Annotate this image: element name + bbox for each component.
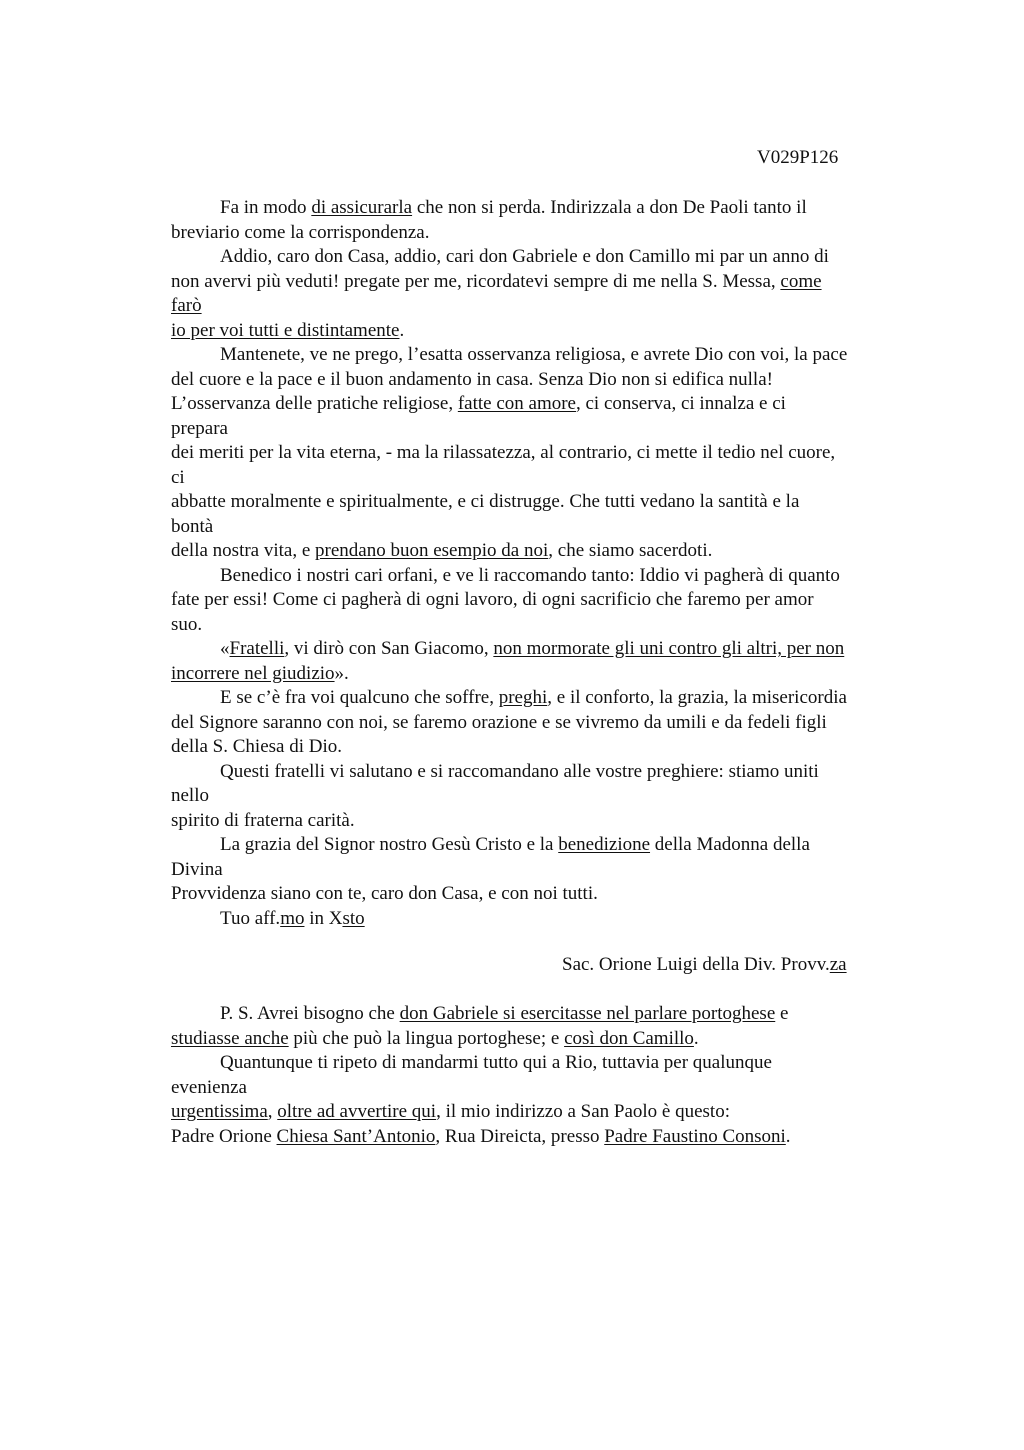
text-line: Fa in modo di assicurarla che non si perda. Indirizzala a don De Paoli tanto il	[220, 197, 807, 218]
text-line: Mantenete, ve ne prego, l’esatta osservanza religiosa, e avrete Dio con voi, la pace	[220, 344, 848, 365]
text-line: «Fratelli, vi dirò con San Giacomo, non mormorate gli uni contro gli altri, per non	[220, 638, 845, 659]
closing-line: Tuo aff.mo in Xsto	[220, 907, 365, 929]
text-line: del cuore e la pace e il buon andamento in casa. Senza Dio non si edifica nulla!	[171, 368, 773, 390]
text-line: Padre Orione Chiesa Sant’Antonio, Rua Direicta, presso Padre Faustino Consoni.	[171, 1125, 791, 1147]
text-line: Questi fratelli vi salutano e si raccomandano alle vostre preghiere: stiamo uniti	[220, 760, 819, 782]
text-line: L’osservanza delle pratiche religiose, fatte con amore, ci conserva, ci innalza e ci	[171, 393, 786, 414]
text-line: incorrere nel giudizio».	[171, 662, 349, 684]
letter-body	[171, 196, 911, 931]
text-line: urgentissima, oltre ad avvertire qui, il mio indirizzo a San Paolo è questo:	[171, 1101, 730, 1122]
text-line: bontà	[171, 515, 214, 537]
text-line: E se c’è fra voi qualcuno che soffre, preghi, e il conforto, la grazia, la misericordia	[220, 687, 847, 708]
signature: Sac. Orione Luigi della Div. Provv.za	[562, 954, 847, 975]
text-line: Benedico i nostri cari orfani, e ve li raccomando tanto: Iddio vi pagherà di quanto	[220, 564, 840, 586]
text-line: P. S. Avrei bisogno che don Gabriele si esercitasse nel parlare portoghese e	[220, 1003, 789, 1024]
text-line: breviario come la corrispondenza.	[171, 221, 430, 243]
text-line: ci	[171, 466, 185, 488]
text-line: fate per essi! Come ci pagherà di ogni lavoro, di ogni sacrificio che faremo per amor	[171, 589, 814, 610]
text-line: prepara	[171, 417, 228, 439]
text-line: La grazia del Signor nostro Gesù Cristo e la benedizione della Madonna della	[220, 834, 810, 855]
text-line: studiasse anche più che può la lingua portoghese; e così don Camillo.	[171, 1027, 699, 1049]
text-line: Addio, caro don Casa, addio, cari don Gabriele e don Camillo mi par un anno di	[220, 246, 829, 267]
text-line: io per voi tutti e distintamente.	[171, 319, 405, 341]
text-line: del Signore saranno con noi, se faremo orazione e se vivremo da umili e da fedeli figli	[171, 711, 827, 733]
text-line: evenienza	[171, 1076, 247, 1098]
text-line: Quantunque ti ripeto di mandarmi tutto qui a Rio, tuttavia per qualunque	[220, 1052, 772, 1073]
text-line: della nostra vita, e prendano buon esempio da noi, che siamo sacerdoti.	[171, 540, 713, 561]
text-line: Divina	[171, 858, 223, 880]
text-line: spirito di fraterna carità.	[171, 809, 355, 831]
postscript	[171, 1002, 911, 1149]
text-line: nello	[171, 785, 209, 806]
page-code: V029P126	[757, 147, 839, 168]
text-line: non avervi più veduti! pregate per me, ricordatevi sempre di me nella S. Messa, come	[171, 270, 822, 292]
text-line: dei meriti per la vita eterna, - ma la rilassatezza, al contrario, ci mette il tedio nel cuore,	[171, 442, 836, 463]
text-line: della S. Chiesa di Dio.	[171, 736, 342, 757]
text-line: abbatte moralmente e spiritualmente, e ci distrugge. Che tutti vedano la santità e la	[171, 491, 800, 512]
text-line: suo.	[171, 613, 203, 635]
text-line: farò	[171, 295, 202, 316]
text-line: Provvidenza siano con te, caro don Casa, e con noi tutti.	[171, 883, 598, 904]
